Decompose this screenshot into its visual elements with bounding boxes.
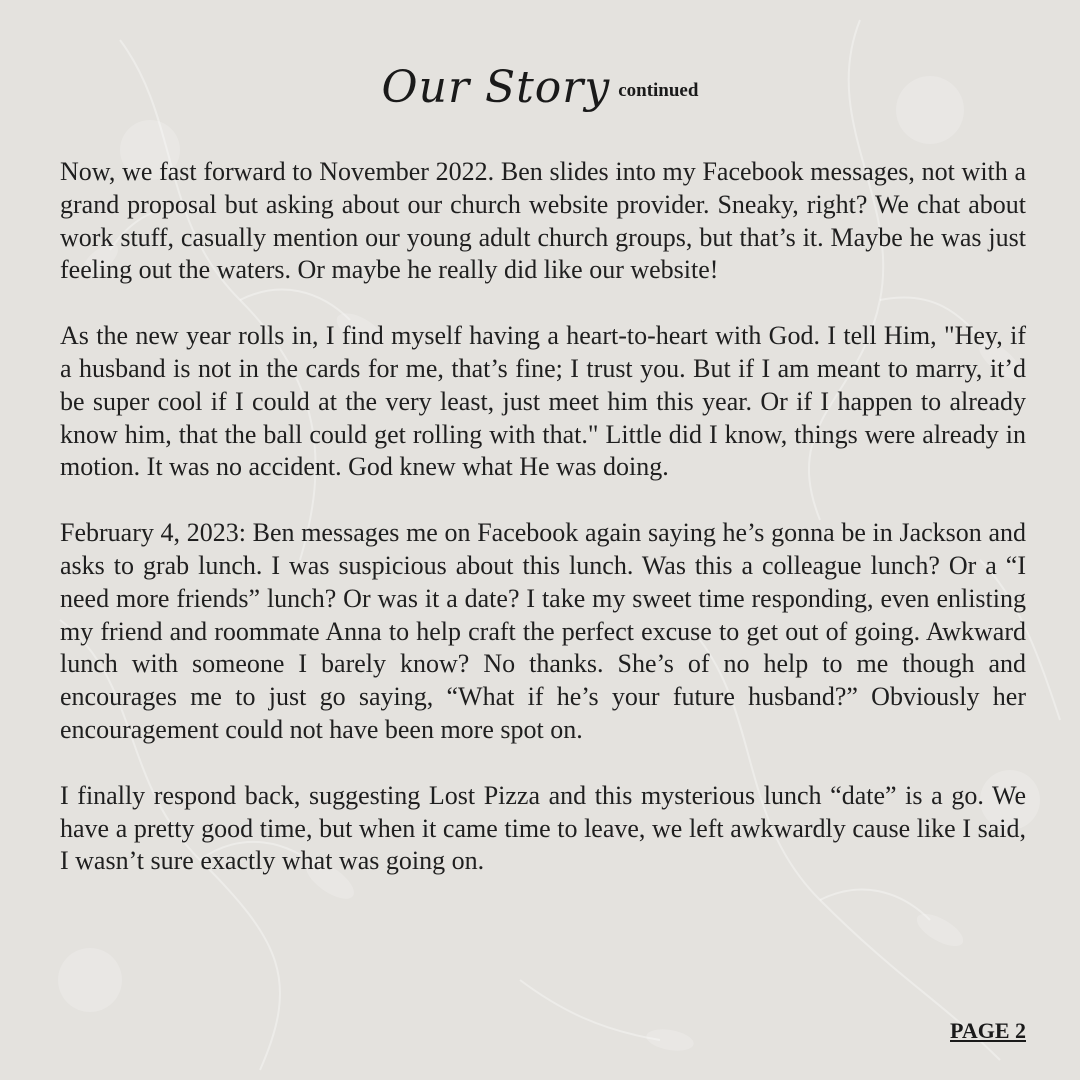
page-subtitle: continued bbox=[618, 80, 699, 101]
page-title: Our Story bbox=[381, 62, 611, 113]
page-header bbox=[0, 62, 1080, 113]
page-number: PAGE 2 bbox=[950, 1018, 1026, 1043]
story-paragraph-3: February 4, 2023: Ben messages me on Facebook again saying he’s gonna be in Jackson and asks to grab lunch. I was suspicious about this lunch. Was this a colleague lunch? Or a “I need more friends” lunch? Or was it a date? I take my sweet time responding, even enlisting my friend and roommate Anna to help craft the perfect excuse to get out of going. Awkward lunch with someone I barely know? No thanks. She’s of no help to me though and encourages me to just go saying, “What if he’s your future husband?” Obviously her encouragement could not have been more spot on. bbox=[60, 518, 1026, 744]
story-paragraph-1: Now, we fast forward to November 2022. Ben slides into my Facebook messages, not with a grand proposal but asking about our church website provider. Sneaky, right? We chat about work stuff, casually mention our young adult church groups, but that’s it. Maybe he was just feeling out the waters. Or maybe he really did like our website! bbox=[60, 157, 1026, 285]
story-paragraph-4: I finally respond back, suggesting Lost Pizza and this mysterious lunch “date” is a go. We have a pretty good time, but when it came time to leave, we left awkwardly cause like I said, I wasn’t sure exactly what was going on. bbox=[60, 780, 1026, 876]
story-body bbox=[60, 156, 1026, 911]
story-paragraph-2: As the new year rolls in, I find myself having a heart-to-heart with God. I tell Him, "Hey, if a husband is not in the cards for me, that’s fine; I trust you. But if I am meant to marry, it’d be super cool if I could at the very least, just meet him this year. Or if I happen to already know him, that the ball could get rolling with that." Little did I know, things were already in motion. It was no accident. God knew what He was doing. bbox=[60, 321, 1026, 482]
